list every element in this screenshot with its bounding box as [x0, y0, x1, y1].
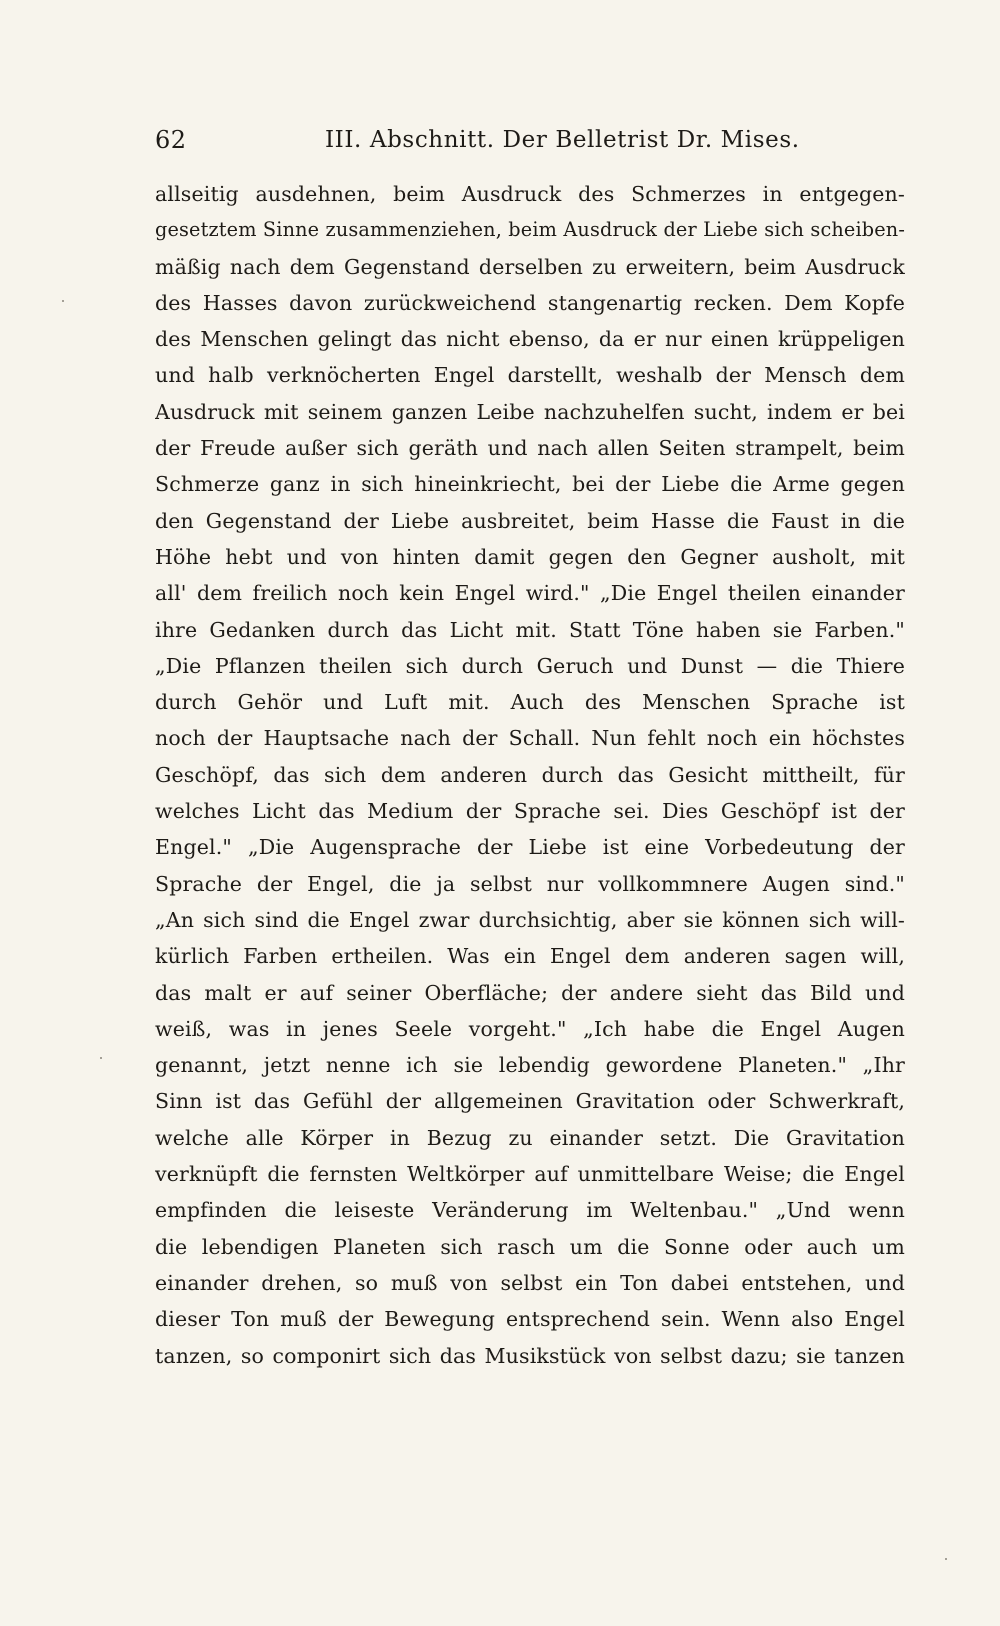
text-line: allseitig ausdehnen, beim Ausdruck des Schmerzes in entgegen- [155, 182, 905, 206]
text-line: gesetztem Sinne zusammenziehen, beim Ausdruck der Liebe sich scheiben- [155, 218, 905, 242]
text-line: mäßig nach dem Gegenstand derselben zu erweitern, beim Ausdruck [155, 254, 905, 279]
text-line: dieser Ton muß der Bewegung entsprechend sein. Wenn also Engel [155, 1307, 905, 1332]
scan-speck [945, 1558, 947, 1560]
text-line: „Die Pflanzen theilen sich durch Geruch und Dunst — die Thiere [155, 653, 905, 678]
text-line: einander drehen, so muß von selbst ein Ton dabei entstehen, und [155, 1270, 905, 1295]
text-line: und halb verknöcherten Engel darstellt, weshalb der Mensch dem [155, 363, 905, 388]
text-line: ihre Gedanken durch das Licht mit. Statt Töne haben sie Farben." [155, 617, 905, 642]
text-line: noch der Hauptsache nach der Schall. Nun fehlt noch ein höchstes [155, 726, 905, 751]
text-line: Höhe hebt und von hinten damit gegen den Gegner ausholt, mit [155, 544, 905, 569]
text-line: das malt er auf seiner Oberfläche; der andere sieht das Bild und [155, 980, 905, 1005]
text-line: Sinn ist das Gefühl der allgemeinen Gravitation oder Schwerkraft, [155, 1089, 905, 1114]
text-line: kürlich Farben ertheilen. Was ein Engel dem anderen sagen will, [155, 944, 905, 969]
scan-speck [100, 1057, 102, 1059]
text-line: weiß, was in jenes Seele vorgeht." „Ich habe die Engel Augen [155, 1016, 905, 1041]
text-line: Sprache der Engel, die ja selbst nur vollkommnere Augen sind." [155, 871, 905, 896]
body-text [155, 176, 905, 1374]
text-line: durch Gehör und Luft mit. Auch des Menschen Sprache ist [155, 690, 905, 715]
text-line: Ausdruck mit seinem ganzen Leibe nachzuhelfen sucht, indem er bei [155, 399, 905, 424]
page-number: 62 [155, 126, 187, 154]
text-line: Engel." „Die Augensprache der Liebe ist eine Vorbedeutung der [155, 835, 905, 860]
running-head: III. Abschnitt. Der Belletrist Dr. Mises. [325, 127, 800, 153]
text-line: den Gegenstand der Liebe ausbreitet, beim Hasse die Faust in die [155, 508, 905, 533]
text-line: Geschöpf, das sich dem anderen durch das Gesicht mittheilt, für [155, 762, 905, 787]
text-line: tanzen, so componirt sich das Musikstück von selbst dazu; sie tanzen [155, 1343, 905, 1368]
scan-speck [62, 300, 64, 302]
text-line: genannt, jetzt nenne ich sie lebendig gewordene Planeten." „Ihr [155, 1053, 905, 1078]
text-line: des Hasses davon zurückweichend stangenartig recken. Dem Kopfe [155, 290, 905, 315]
text-line: „An sich sind die Engel zwar durchsichtig, aber sie können sich will- [155, 907, 905, 932]
text-line: Schmerze ganz in sich hineinkriecht, bei der Liebe die Arme gegen [155, 472, 905, 497]
text-line: empfinden die leiseste Veränderung im Weltenbau." „Und wenn [155, 1198, 905, 1223]
text-line: welche alle Körper in Bezug zu einander setzt. Die Gravitation [155, 1125, 905, 1150]
text-line: all' dem freilich noch kein Engel wird." „Die Engel theilen einander [155, 581, 905, 606]
text-line: der Freude außer sich geräth und nach allen Seiten strampelt, beim [155, 436, 905, 461]
text-line: welches Licht das Medium der Sprache sei. Dies Geschöpf ist der [155, 799, 905, 824]
text-line: verknüpft die fernsten Weltkörper auf unmittelbare Weise; die Engel [155, 1162, 905, 1187]
text-line: des Menschen gelingt das nicht ebenso, da er nur einen krüppeligen [155, 327, 905, 352]
page-header [155, 120, 915, 160]
text-line: die lebendigen Planeten sich rasch um die Sonne oder auch um [155, 1234, 905, 1259]
